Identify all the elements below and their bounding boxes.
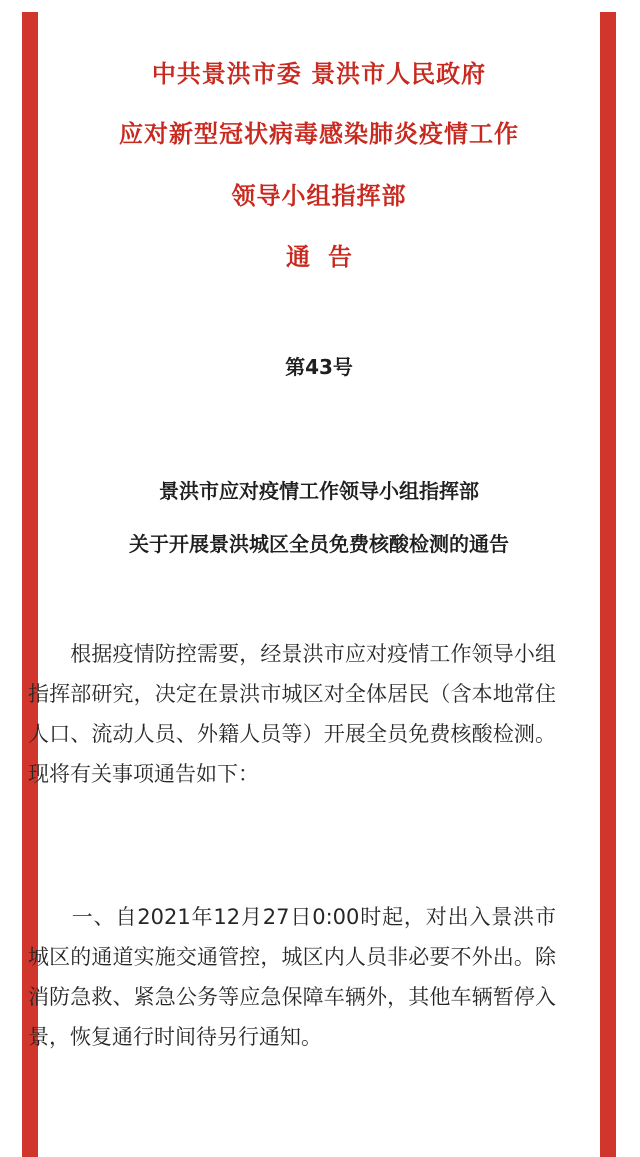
issuer-line-3: 领导小组指挥部: [231, 182, 407, 210]
notice-title: 通告: [286, 243, 370, 271]
document-number: 第43号: [285, 355, 353, 379]
body-paragraph-item-1: 一、自2021年12月27日0:00时起，对出入景洪市城区的通道实施交通管控，城区内人员非必要不外出。除消防急救、紧急公务等应急保障车辆外，其他车辆暂停入景，恢复通行时间待另行通知。: [28, 905, 556, 1049]
subtitle-line-2: 关于开展景洪城区全员免费核酸检测的通告: [129, 532, 509, 556]
issuer-line-2: 应对新型冠状病毒感染肺炎疫情工作: [119, 120, 519, 148]
subtitle-line-1: 景洪市应对疫情工作领导小组指挥部: [159, 479, 479, 503]
right-red-border: [600, 12, 616, 1157]
body-paragraph-intro: 根据疫情防控需要，经景洪市应对疫情工作领导小组指挥部研究，决定在景洪市城区对全体居民（含本地常住人口、流动人员、外籍人员等）开展全员免费核酸检测。现将有关事项通告如下：: [28, 642, 556, 786]
issuer-line-1: 中共景洪市委 景洪市人民政府: [151, 60, 487, 88]
